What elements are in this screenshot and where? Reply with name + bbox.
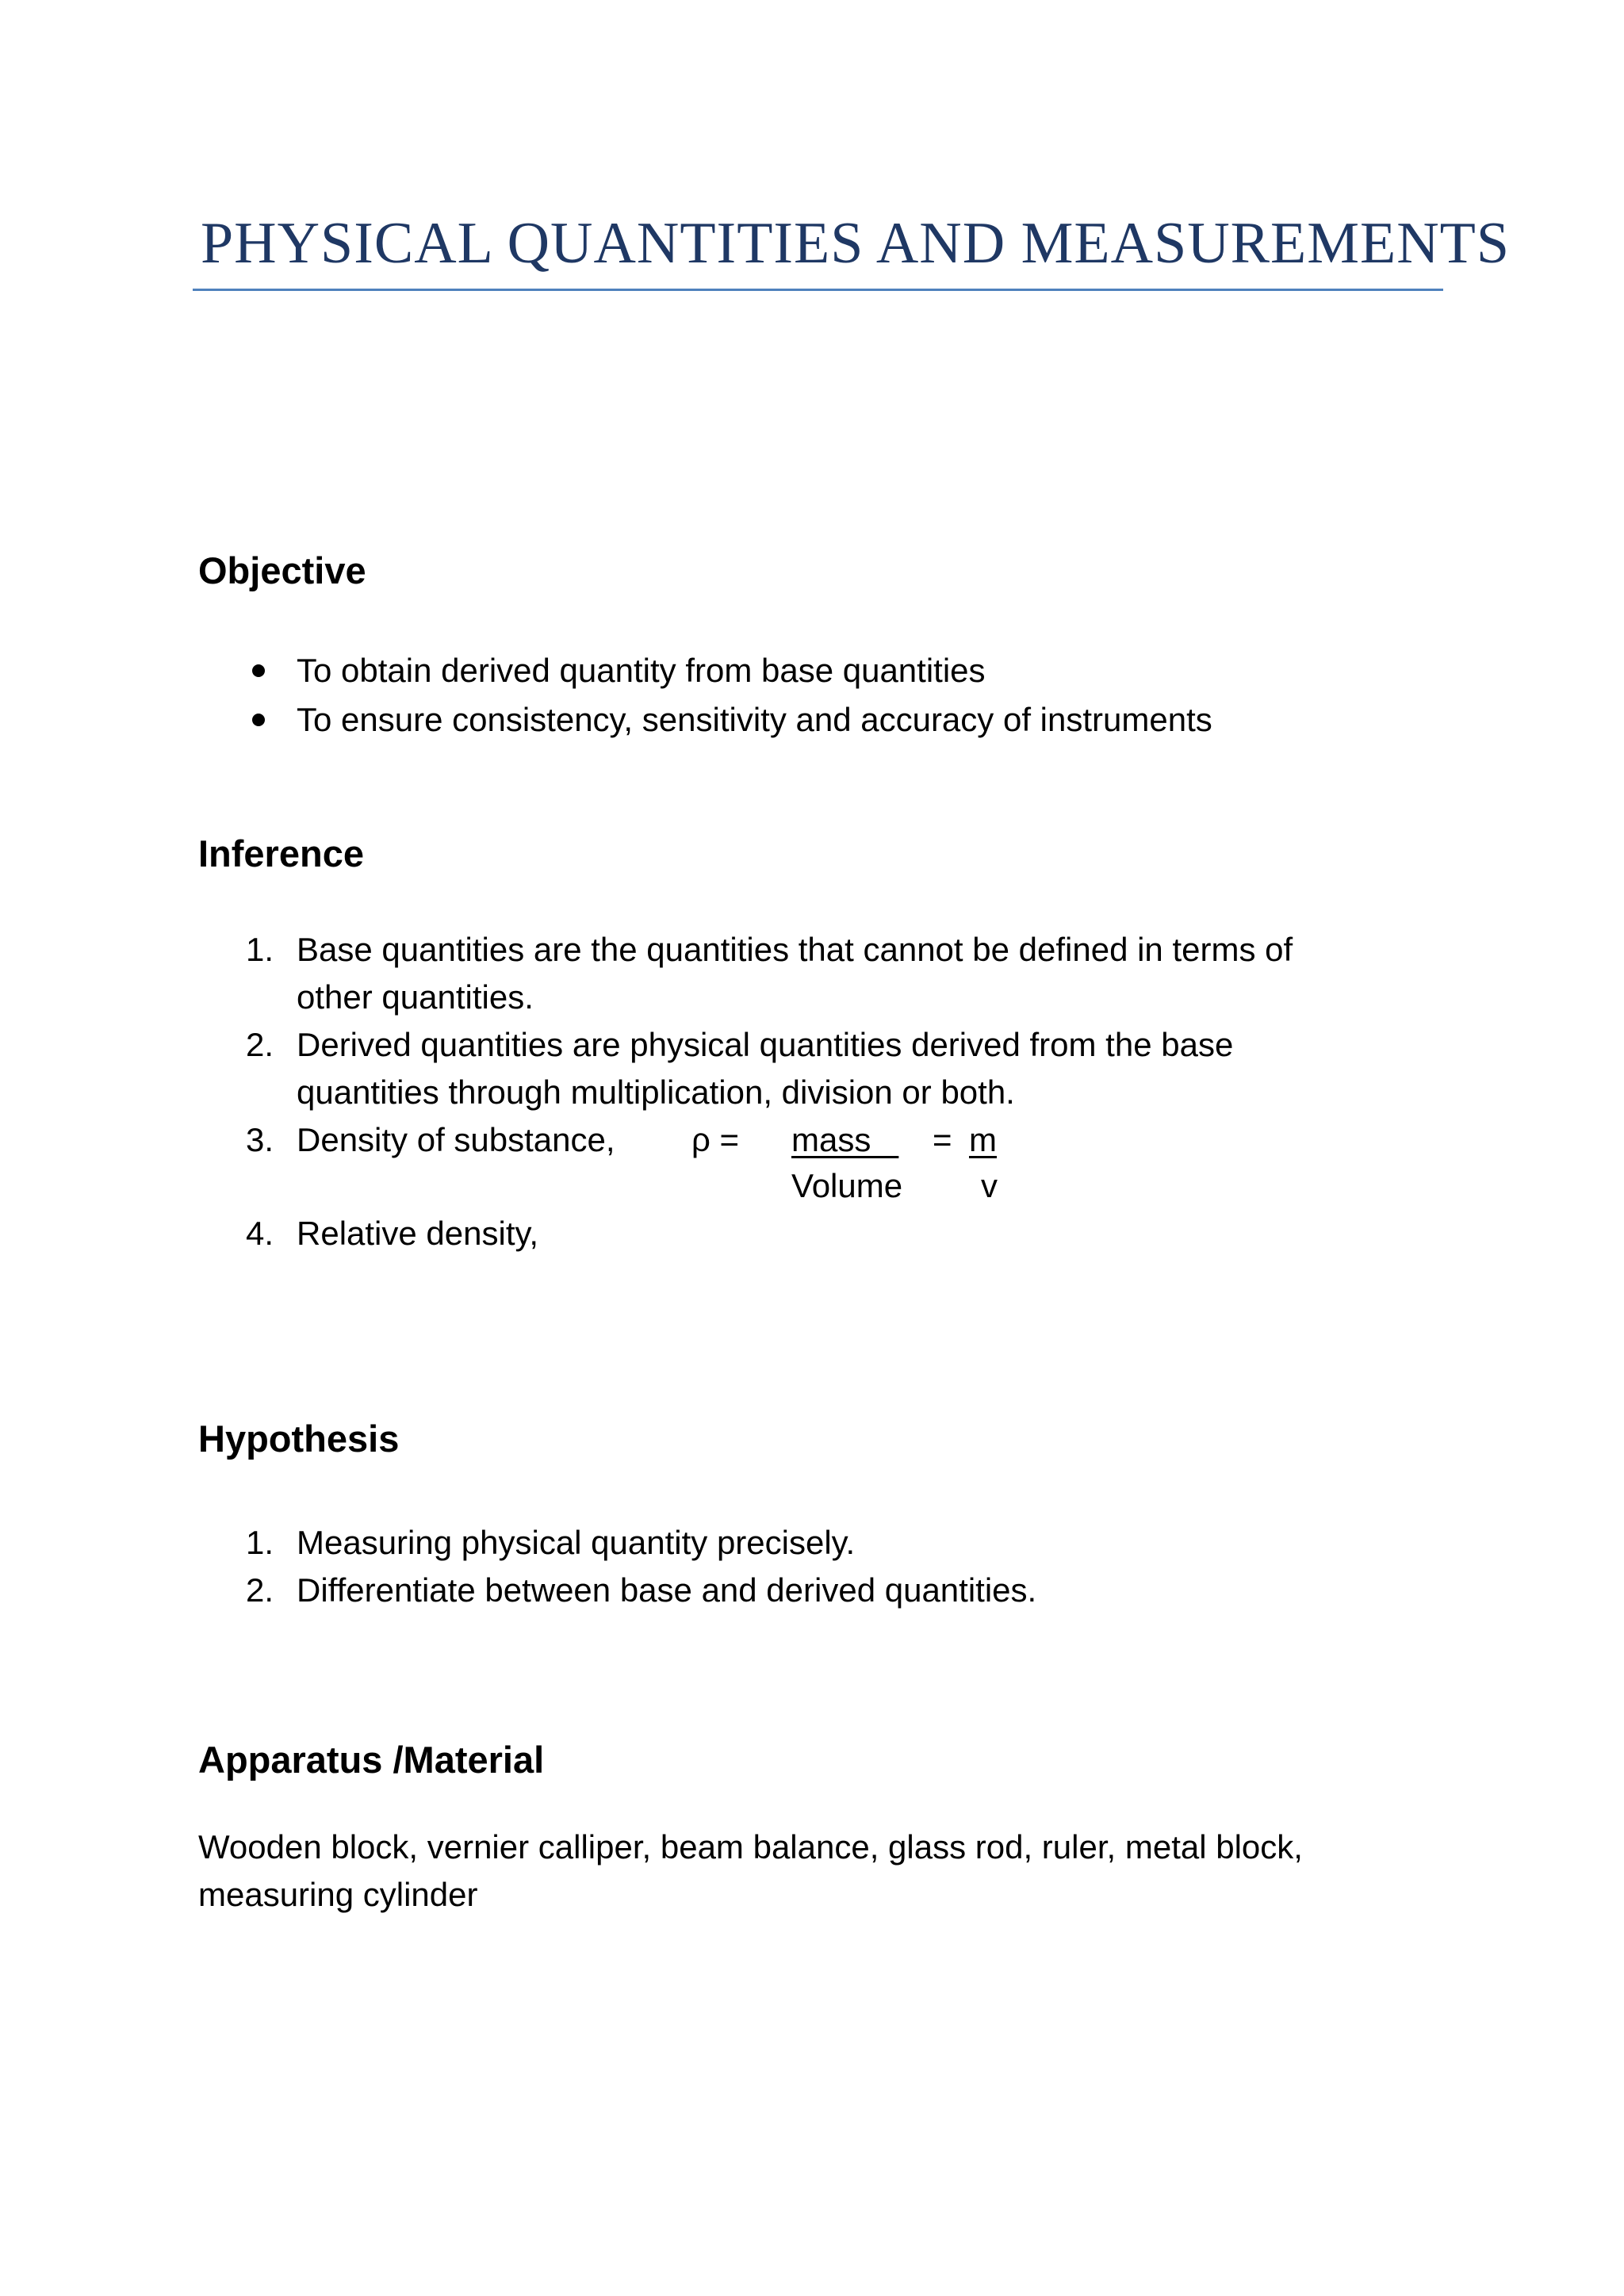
hypothesis-item-1: Measuring physical quantity precisely.: [297, 1524, 856, 1561]
apparatus-line-1: Wooden block, vernier calliper, beam balance, glass rod, ruler, metal block,: [198, 1828, 1303, 1866]
objective-heading: Objective: [198, 549, 366, 591]
inference-number-2: 2.: [246, 1026, 274, 1063]
hypothesis-heading: Hypothesis: [198, 1418, 400, 1460]
density-symbol: ρ =: [691, 1121, 740, 1158]
inference-number-4: 4.: [246, 1215, 274, 1252]
inference-number-3: 3.: [246, 1121, 274, 1158]
bullet-icon: [252, 664, 265, 677]
hypothesis-number-2: 2.: [246, 1571, 274, 1609]
density-equals: =: [933, 1121, 952, 1158]
hypothesis-number-1: 1.: [246, 1524, 274, 1561]
title-underline: [193, 289, 1443, 291]
inference-item-4-text: Relative density,: [297, 1215, 539, 1252]
objective-item-1: To obtain derived quantity from base quantities: [297, 652, 986, 689]
hypothesis-item-2: Differentiate between base and derived quantities.: [297, 1571, 1037, 1609]
apparatus-line-2: measuring cylinder: [198, 1876, 478, 1913]
inference-item-2-line-1: Derived quantities are physical quantities derived from the base: [297, 1026, 1234, 1063]
density-numerator-m: m: [969, 1121, 997, 1158]
inference-item-1-line-1: Base quantities are the quantities that cannot be defined in terms of: [297, 931, 1293, 968]
apparatus-heading: Apparatus /Material: [198, 1739, 545, 1781]
density-denominator-v: v: [981, 1167, 998, 1204]
bullet-icon: [252, 714, 265, 726]
density-denominator-volume: Volume: [791, 1167, 903, 1204]
inference-heading: Inference: [198, 832, 364, 874]
inference-item-1-line-2: other quantities.: [297, 978, 534, 1016]
inference-number-1: 1.: [246, 931, 274, 968]
inference-item-3-text: Density of substance,: [297, 1121, 615, 1158]
density-numerator-mass: mass: [791, 1121, 899, 1158]
inference-item-2-line-2: quantities through multiplication, division or both.: [297, 1073, 1015, 1111]
page-title: PHYSICAL QUANTITIES AND MEASUREMENTS: [201, 211, 1511, 276]
objective-item-2: To ensure consistency, sensitivity and accuracy of instruments: [297, 701, 1212, 738]
